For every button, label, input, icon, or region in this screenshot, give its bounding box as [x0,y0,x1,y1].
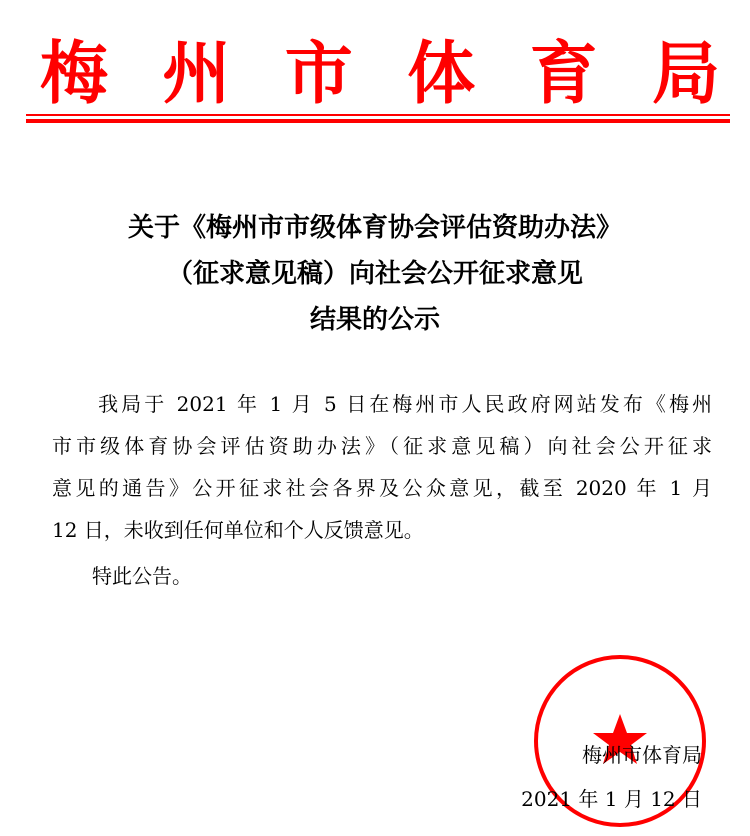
letterhead-divider-thick [26,119,730,123]
seal-star-icon [593,714,647,764]
letterhead-char: 州 [162,34,231,114]
signature-date: 2021 年 1 月 12 日 [521,787,702,811]
body-line: 市市级体育协会评估资助办法》（征求意见稿）向社会公开征求 [52,434,712,458]
signature-org: 梅州市体育局 [582,743,702,767]
title-line: 结果的公示 [309,305,440,335]
closing-line: 特此公告。 [52,564,192,588]
letterhead-char: 体 [407,34,476,114]
body-line: 12 日，未收到任何单位和个人反馈意见。 [52,518,424,542]
body-line: 意见的通告》公开征求社会各界及公众意见，截至 2020 年 1 月 [52,476,712,500]
letterhead-char: 市 [284,34,353,114]
title-line: （征求意见稿）向社会公开征求意见 [166,259,583,289]
letterhead-char: 育 [529,34,598,114]
letterhead-char: 梅 [40,34,109,114]
body-line: 我局于 2021 年 1 月 5 日在梅州市人民政府网站发布《梅州 [52,392,712,416]
document-body [52,383,712,597]
letterhead-divider-thin [26,114,730,116]
title-line: 关于《梅州市市级体育协会评估资助办法》 [127,213,622,243]
official-seal-icon [531,652,709,830]
letterhead-title [40,34,720,114]
document-title [0,205,750,343]
letterhead-char: 局 [651,34,720,114]
